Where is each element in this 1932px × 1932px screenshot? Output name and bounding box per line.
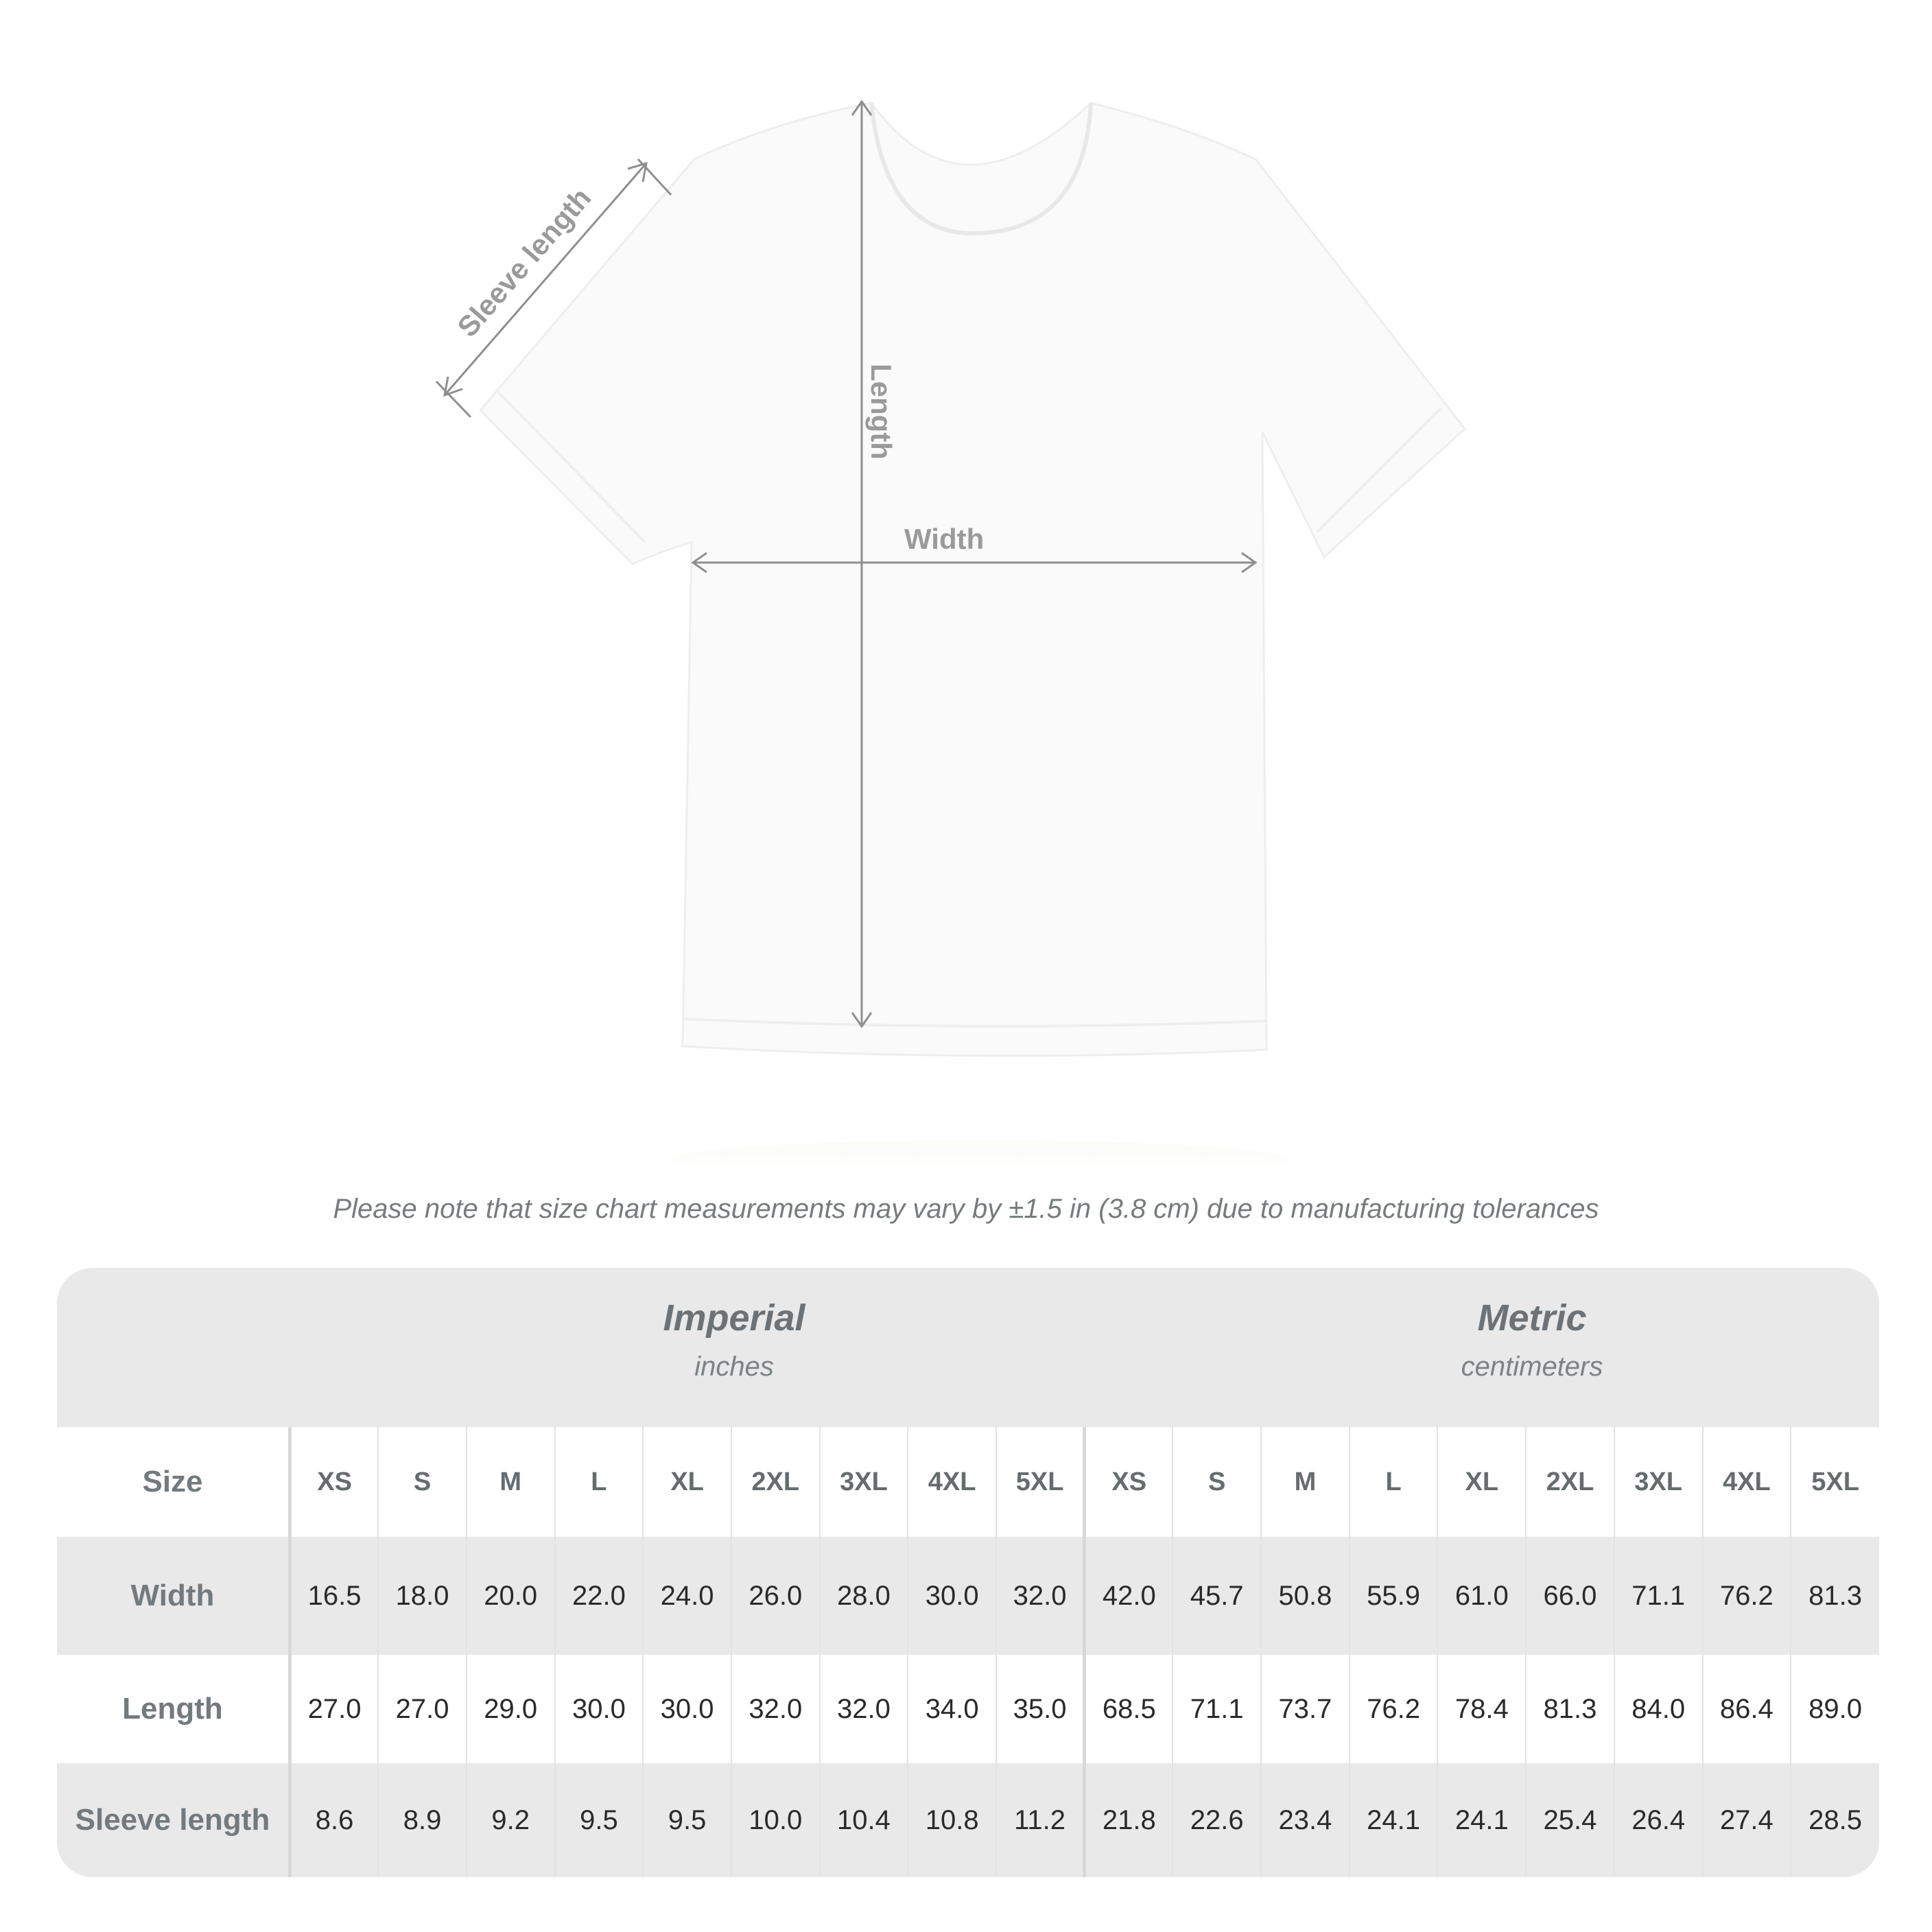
imperial-size-header: 5XL bbox=[996, 1427, 1085, 1537]
metric-value-cell: 25.4 bbox=[1526, 1763, 1614, 1877]
imperial-size-header: 4XL bbox=[908, 1427, 996, 1537]
imperial-header bbox=[288, 1268, 1180, 1427]
metric-value-cell: 45.7 bbox=[1173, 1537, 1261, 1655]
metric-header bbox=[1086, 1268, 1879, 1427]
metric-value-cell: 68.5 bbox=[1085, 1655, 1173, 1763]
imperial-value-cell: 32.0 bbox=[731, 1655, 820, 1763]
metric-value-cell: 78.4 bbox=[1437, 1655, 1526, 1763]
width-label: Width bbox=[904, 523, 985, 555]
imperial-value-cell: 9.5 bbox=[555, 1763, 644, 1877]
size-row-label: Size bbox=[57, 1427, 290, 1537]
imperial-value-cell: 10.8 bbox=[908, 1763, 996, 1877]
imperial-value-cell: 8.9 bbox=[378, 1763, 467, 1877]
metric-value-cell: 71.1 bbox=[1614, 1537, 1703, 1655]
imperial-size-header: L bbox=[555, 1427, 644, 1537]
sleeve-length-label: Sleeve length bbox=[451, 181, 598, 343]
metric-size-header: 2XL bbox=[1526, 1427, 1614, 1537]
size-header-row bbox=[57, 1427, 1879, 1537]
metric-value-cell: 23.4 bbox=[1261, 1763, 1350, 1877]
sleeve-length-row bbox=[57, 1763, 1879, 1877]
imperial-unit: inches bbox=[694, 1352, 774, 1382]
metric-unit: centimeters bbox=[1461, 1352, 1603, 1382]
imperial-value-cell: 26.0 bbox=[731, 1537, 820, 1655]
size-table bbox=[57, 1427, 1879, 1877]
metric-value-cell: 61.0 bbox=[1437, 1537, 1526, 1655]
imperial-value-cell: 30.0 bbox=[555, 1655, 644, 1763]
metric-value-cell: 76.2 bbox=[1350, 1655, 1438, 1763]
metric-value-cell: 81.3 bbox=[1791, 1537, 1879, 1655]
metric-value-cell: 66.0 bbox=[1526, 1537, 1614, 1655]
imperial-size-header: 3XL bbox=[820, 1427, 908, 1537]
metric-value-cell: 27.4 bbox=[1703, 1763, 1791, 1877]
shirt-floor-shadow bbox=[672, 1140, 1290, 1166]
metric-value-cell: 26.4 bbox=[1614, 1763, 1703, 1877]
width-row bbox=[57, 1537, 1879, 1655]
imperial-value-cell: 11.2 bbox=[996, 1763, 1085, 1877]
imperial-value-cell: 30.0 bbox=[908, 1537, 996, 1655]
metric-value-cell: 81.3 bbox=[1526, 1655, 1614, 1763]
length-row-label: Length bbox=[57, 1655, 290, 1763]
imperial-size-header: M bbox=[467, 1427, 555, 1537]
imperial-value-cell: 9.5 bbox=[643, 1763, 731, 1877]
imperial-value-cell: 30.0 bbox=[643, 1655, 731, 1763]
metric-value-cell: 55.9 bbox=[1350, 1537, 1438, 1655]
length-row bbox=[57, 1655, 1879, 1763]
imperial-value-cell: 9.2 bbox=[467, 1763, 555, 1877]
imperial-size-header: XL bbox=[643, 1427, 731, 1537]
metric-size-header: 4XL bbox=[1703, 1427, 1791, 1537]
metric-size-header: L bbox=[1350, 1427, 1438, 1537]
metric-title: Metric bbox=[1477, 1297, 1587, 1339]
imperial-value-cell: 20.0 bbox=[467, 1537, 555, 1655]
metric-size-header: XS bbox=[1085, 1427, 1173, 1537]
imperial-size-header: XS bbox=[290, 1427, 379, 1537]
tolerance-note: Please note that size chart measurements may vary by ±1.5 in (3.8 cm) due to manufacturing tolerances bbox=[333, 1194, 1599, 1224]
metric-value-cell: 89.0 bbox=[1791, 1655, 1879, 1763]
imperial-value-cell: 10.0 bbox=[731, 1763, 820, 1877]
imperial-value-cell: 32.0 bbox=[996, 1537, 1085, 1655]
size-chart bbox=[57, 1268, 1879, 1877]
imperial-value-cell: 28.0 bbox=[820, 1537, 908, 1655]
metric-value-cell: 28.5 bbox=[1791, 1763, 1879, 1877]
imperial-value-cell: 27.0 bbox=[378, 1655, 467, 1763]
metric-value-cell: 42.0 bbox=[1085, 1537, 1173, 1655]
metric-value-cell: 21.8 bbox=[1085, 1763, 1173, 1877]
metric-value-cell: 22.6 bbox=[1173, 1763, 1261, 1877]
metric-value-cell: 71.1 bbox=[1173, 1655, 1261, 1763]
width-row-label: Width bbox=[57, 1537, 290, 1655]
imperial-title: Imperial bbox=[663, 1297, 805, 1339]
imperial-value-cell: 35.0 bbox=[996, 1655, 1085, 1763]
metric-value-cell: 86.4 bbox=[1703, 1655, 1791, 1763]
imperial-value-cell: 29.0 bbox=[467, 1655, 555, 1763]
imperial-value-cell: 32.0 bbox=[820, 1655, 908, 1763]
imperial-size-header: 2XL bbox=[731, 1427, 820, 1537]
metric-value-cell: 76.2 bbox=[1703, 1537, 1791, 1655]
imperial-value-cell: 8.6 bbox=[290, 1763, 379, 1877]
imperial-value-cell: 10.4 bbox=[820, 1763, 908, 1877]
metric-size-header: XL bbox=[1437, 1427, 1526, 1537]
sleeve-length-row-label: Sleeve length bbox=[57, 1763, 290, 1877]
metric-size-header: 5XL bbox=[1791, 1427, 1879, 1537]
metric-value-cell: 24.1 bbox=[1350, 1763, 1438, 1877]
metric-value-cell: 24.1 bbox=[1437, 1763, 1526, 1877]
tshirt-shape bbox=[480, 103, 1465, 1056]
metric-size-header: 3XL bbox=[1614, 1427, 1703, 1537]
metric-size-header: S bbox=[1173, 1427, 1261, 1537]
imperial-value-cell: 22.0 bbox=[555, 1537, 644, 1655]
imperial-value-cell: 27.0 bbox=[290, 1655, 379, 1763]
imperial-value-cell: 18.0 bbox=[378, 1537, 467, 1655]
metric-size-header: M bbox=[1261, 1427, 1350, 1537]
metric-value-cell: 73.7 bbox=[1261, 1655, 1350, 1763]
metric-value-cell: 84.0 bbox=[1614, 1655, 1703, 1763]
imperial-value-cell: 34.0 bbox=[908, 1655, 996, 1763]
metric-value-cell: 50.8 bbox=[1261, 1537, 1350, 1655]
imperial-size-header: S bbox=[378, 1427, 467, 1537]
length-label: Length bbox=[865, 364, 897, 460]
imperial-value-cell: 24.0 bbox=[643, 1537, 731, 1655]
imperial-value-cell: 16.5 bbox=[290, 1537, 379, 1655]
